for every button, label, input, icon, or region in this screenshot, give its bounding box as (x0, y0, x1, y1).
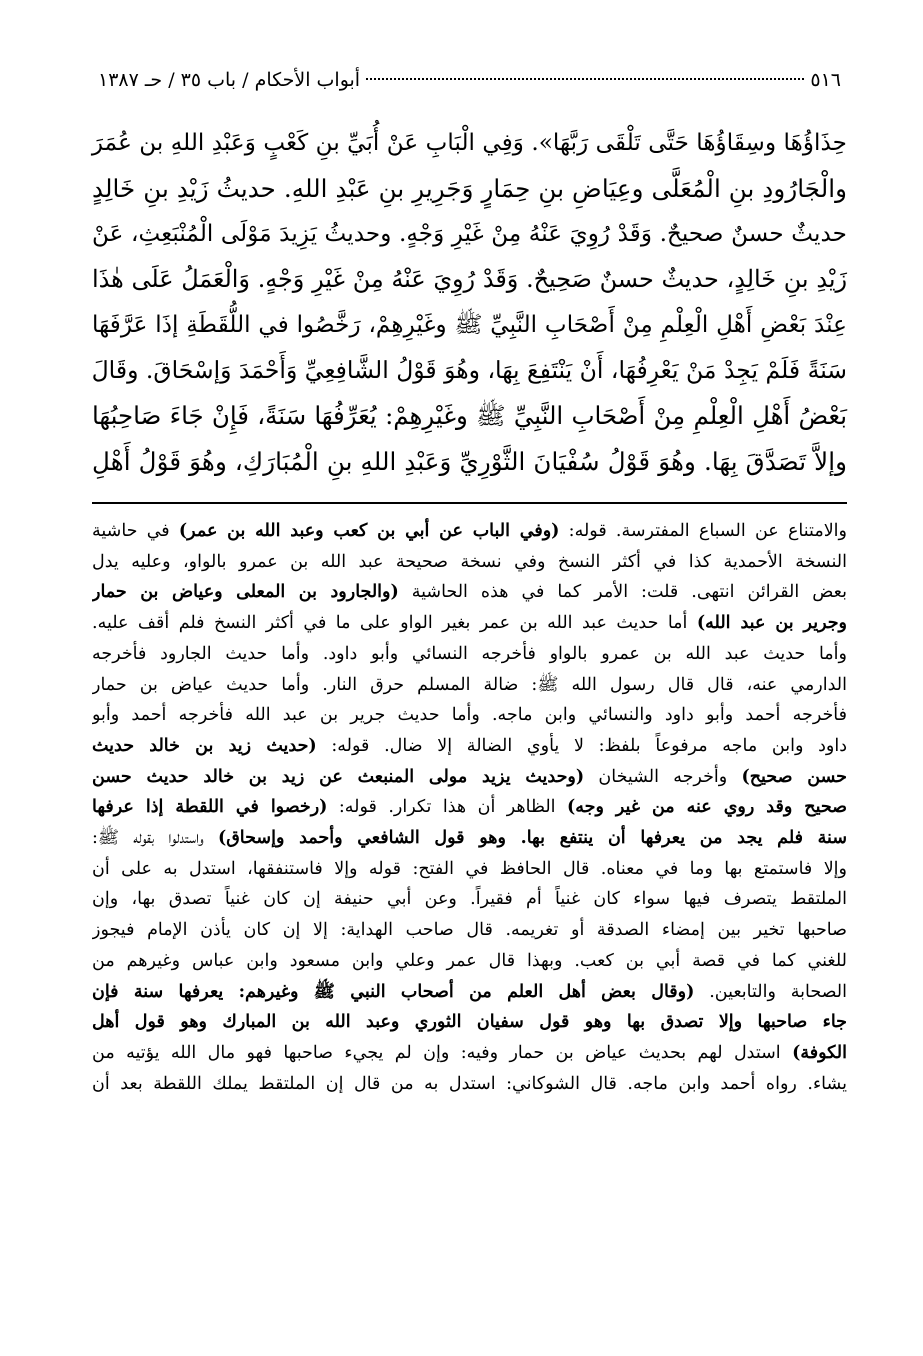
commentary-line (92, 670, 847, 701)
commentary-text-segment: الدارمي عنه، قال قال رسول الله ﷺ: ضالة المسلم حرق النار. وأما حديث عياض بن حمار (92, 674, 847, 695)
commentary-line (92, 731, 847, 762)
commentary-line (92, 977, 847, 1008)
commentary-quoted-text: جاء صاحبها وإلا تصدق بها وهو قول سفيان الثوري وعبد الله بن المبارك وهو قول أهل (92, 1012, 847, 1033)
commentary-text-segment: والامتناع عن السباع المفترسة. قوله: (559, 521, 847, 541)
commentary-text-segment: يشاء. رواه أحمد وابن ماجه. قال الشوكاني: استدل به من قال إن الملتقط يملك اللقطة بعد أن (92, 1073, 847, 1094)
commentary-text-segment: داود وابن ماجه مرفوعاً بلفظ: لا يأوي الضالة إلا ضال. قوله: (316, 735, 847, 756)
commentary-text-segment: فأخرجه أحمد وأبو داود والنسائي وابن ماجه. وأما حديث جرير بن عبد الله فأخرجه أحمد وأبو (92, 705, 847, 726)
commentary-line (92, 762, 847, 793)
main-text-line: عِنْدَ بَعْضِ أَهْلِ الْعِلْمِ مِنْ أَصْحَابِ النَّبِيِّ ﷺ وغَيْرِهِمْ، رَخَّصُوا في اللُّقَطَةِ إذَا عَرَّفَهَا (92, 311, 847, 338)
commentary-line (92, 700, 847, 731)
commentary-quoted-text: سنة فلم يجد من يعرفها أن ينتفع بها. وهو قول الشافعي وأحمد وإسحاق) (217, 828, 847, 849)
running-header (92, 60, 847, 100)
commentary-text-segment: واستدلوا بقوله ﷺ: (92, 828, 218, 849)
commentary-line (92, 792, 847, 823)
commentary-text-segment: في حاشية (92, 521, 179, 541)
commentary-line (92, 1007, 847, 1038)
main-text-line: حديثٌ حسنٌ صحيحٌ. وَقَدْ رُوِيَ عَنْهُ مِنْ غَيْرِ وَجْهٍ. وحديثُ يَزِيدَ مَوْلَى الْمُنْبَعِثِ، عَنْ (92, 220, 847, 247)
commentary-text-segment: الملتقط يتصرف فيها سواء كان غنياً أم فقيراً. وعن أبي حنيفة إن كان غنياً تصدق بها، وإن (92, 889, 847, 910)
commentary-line (92, 547, 847, 578)
book-page (92, 60, 847, 1310)
commentary-quoted-text: وجرير بن عبد الله) (696, 613, 847, 634)
commentary-text-segment: صاحبها تخير بين إمضاء الصدقة أو تغريمه. قال صاحب الهداية: إلا إن كان يأذن الإمام فيجوز (92, 920, 847, 941)
hadith-main-text (92, 120, 847, 484)
commentary-quoted-text: (وحديث يزيد مولى المنبعث عن زيد بن خالد حديث حسن (92, 766, 585, 787)
commentary-text-segment: استدل لهم بحديث عياض بن حمار وفيه: وإن لم يجيء صاحبها فهو مال الله يؤتيه من (92, 1042, 793, 1063)
commentary-quoted-text: حسن صحيح) (741, 766, 847, 787)
main-text-line: سَنَةً فَلَمْ يَجِدْ مَنْ يَعْرِفُهَا، أَنْ يَنْتَفِعَ بِهَا، وهُوَ قَوْلُ الشَّافِعِيِّ وَأَحْمَدَ وَإسْحَاقَ. وقَالَ (91, 355, 847, 384)
commentary-line (92, 608, 847, 639)
commentary-text-segment: بعض القرائن انتهى. قلت: الأمر كما في هذه الحاشية (398, 582, 847, 603)
main-text-line: زَيْدِ بنِ خَالِدٍ، حديثٌ حسنٌ صَحِيحٌ. وَقَدْ رُوِيَ عَنْهُ مِنْ غَيْرِ وَجْهٍ. وَالْعَمَلُ عَلَى هٰذَا (92, 264, 847, 293)
commentary-text-segment: وأخرجه الشيخان (584, 766, 742, 787)
commentary-line (92, 577, 847, 608)
commentary-text-segment: الظاهر أن هذا تكرار. قوله: (327, 797, 567, 818)
commentary-text-segment: وإلا فاستمتع بها وما في معناه. قال الحافظ في الفتح: قوله وإلا فاستنفقها، استدل به على أن (92, 858, 847, 879)
commentary-quoted-text: (حديث زيد بن خالد حديث (92, 735, 317, 756)
commentary-line (92, 1069, 847, 1100)
main-text-line: بَعْضُ أَهْلِ الْعِلْمِ مِنْ أَصْحَابِ النَّبِيِّ ﷺ وغَيْرِهِمْ: يُعَرِّفُهَا سَنَةً، فَإِنْ جَاءَ صَاحِبُهَا (92, 401, 847, 430)
commentary-text-segment: للغني كما في قصة أبي بن كعب. وبهذا قال عمر وعلي وابن مسعود وابن عباس وغيرهم من (92, 950, 847, 971)
main-text-line: وإلاَّ تَصَدَّقَ بِهَا. وهُوَ قَوْلُ سُفْيَانَ الثَّوْرِيِّ وَعَبْدِ اللهِ بنِ الْمُبَارَكِ، وهُوَ قَوْلُ أَهْلِ (92, 446, 847, 476)
commentary-line (92, 915, 847, 946)
commentary-text-segment: أما حديث عبد الله بن عمر بغير الواو على ما في أكثر النسخ فلم أقف عليه. (92, 613, 697, 634)
commentary-line (92, 884, 847, 915)
commentary-line (92, 946, 847, 977)
main-text-line: حِذَاؤُهَا وسِقَاؤُهَا حَتَّى تَلْقَى رَبَّهَا». وَفِي الْبَابِ عَنْ أُبَيِّ بنِ كَعْبٍ وَعَبْدِ اللهِ بن عُمَرَ (91, 129, 847, 156)
commentary-line (92, 854, 847, 885)
commentary-quoted-text: (وقال بعض أهل العلم من أصحاب النبي ﷺ وغيرهم: يعرفها سنة فإن (92, 981, 695, 1002)
commentary-text-segment: وأما حديث عبد الله بن عمرو بالواو فأخرجه النسائي وأبو داود. وأما حديث الجارود فأخرجه (92, 643, 847, 664)
page-number: ٥١٦ (810, 69, 841, 91)
commentary-quoted-text: صحيح وقد روي عنه من غير وجه) (566, 797, 847, 818)
commentary-line (92, 639, 847, 670)
commentary-quoted-text: (وفي الباب عن أبي بن كعب وعبد الله بن عمر) (178, 521, 560, 541)
commentary-quoted-text: (والجارود بن المعلى وعياض بن حمار (92, 582, 399, 603)
commentary-line (92, 1038, 847, 1069)
header-dotted-leader (366, 78, 804, 80)
commentary-text-segment: الصحابة والتابعين. (694, 981, 847, 1002)
main-text-line: والْجَارُودِ بنِ الْمُعَلَّى وعِيَاضِ بنِ حِمَارٍ وَجَرِيرِ بنِ عَبْدِ اللهِ. حديثُ زَيْدِ بنِ خَالِدٍ (92, 173, 847, 203)
commentary-quoted-text: الكوفة) (792, 1042, 847, 1063)
commentary-text (92, 516, 847, 1099)
footnote-separator-rule (92, 502, 847, 504)
commentary-text-segment: النسخة الأحمدية كذا في أكثر النسخ وفي نسخة صحيحة عبد الله بن عمرو بالواو، وعليه يدل (92, 551, 847, 572)
commentary-line (92, 516, 847, 547)
commentary-line (92, 823, 847, 854)
commentary-quoted-text: (رخصوا في اللقطة إذا عرفها (92, 797, 328, 818)
header-title: أبواب الأحكام / باب ٣٥ / حـ ١٣٨٧ (98, 69, 361, 91)
